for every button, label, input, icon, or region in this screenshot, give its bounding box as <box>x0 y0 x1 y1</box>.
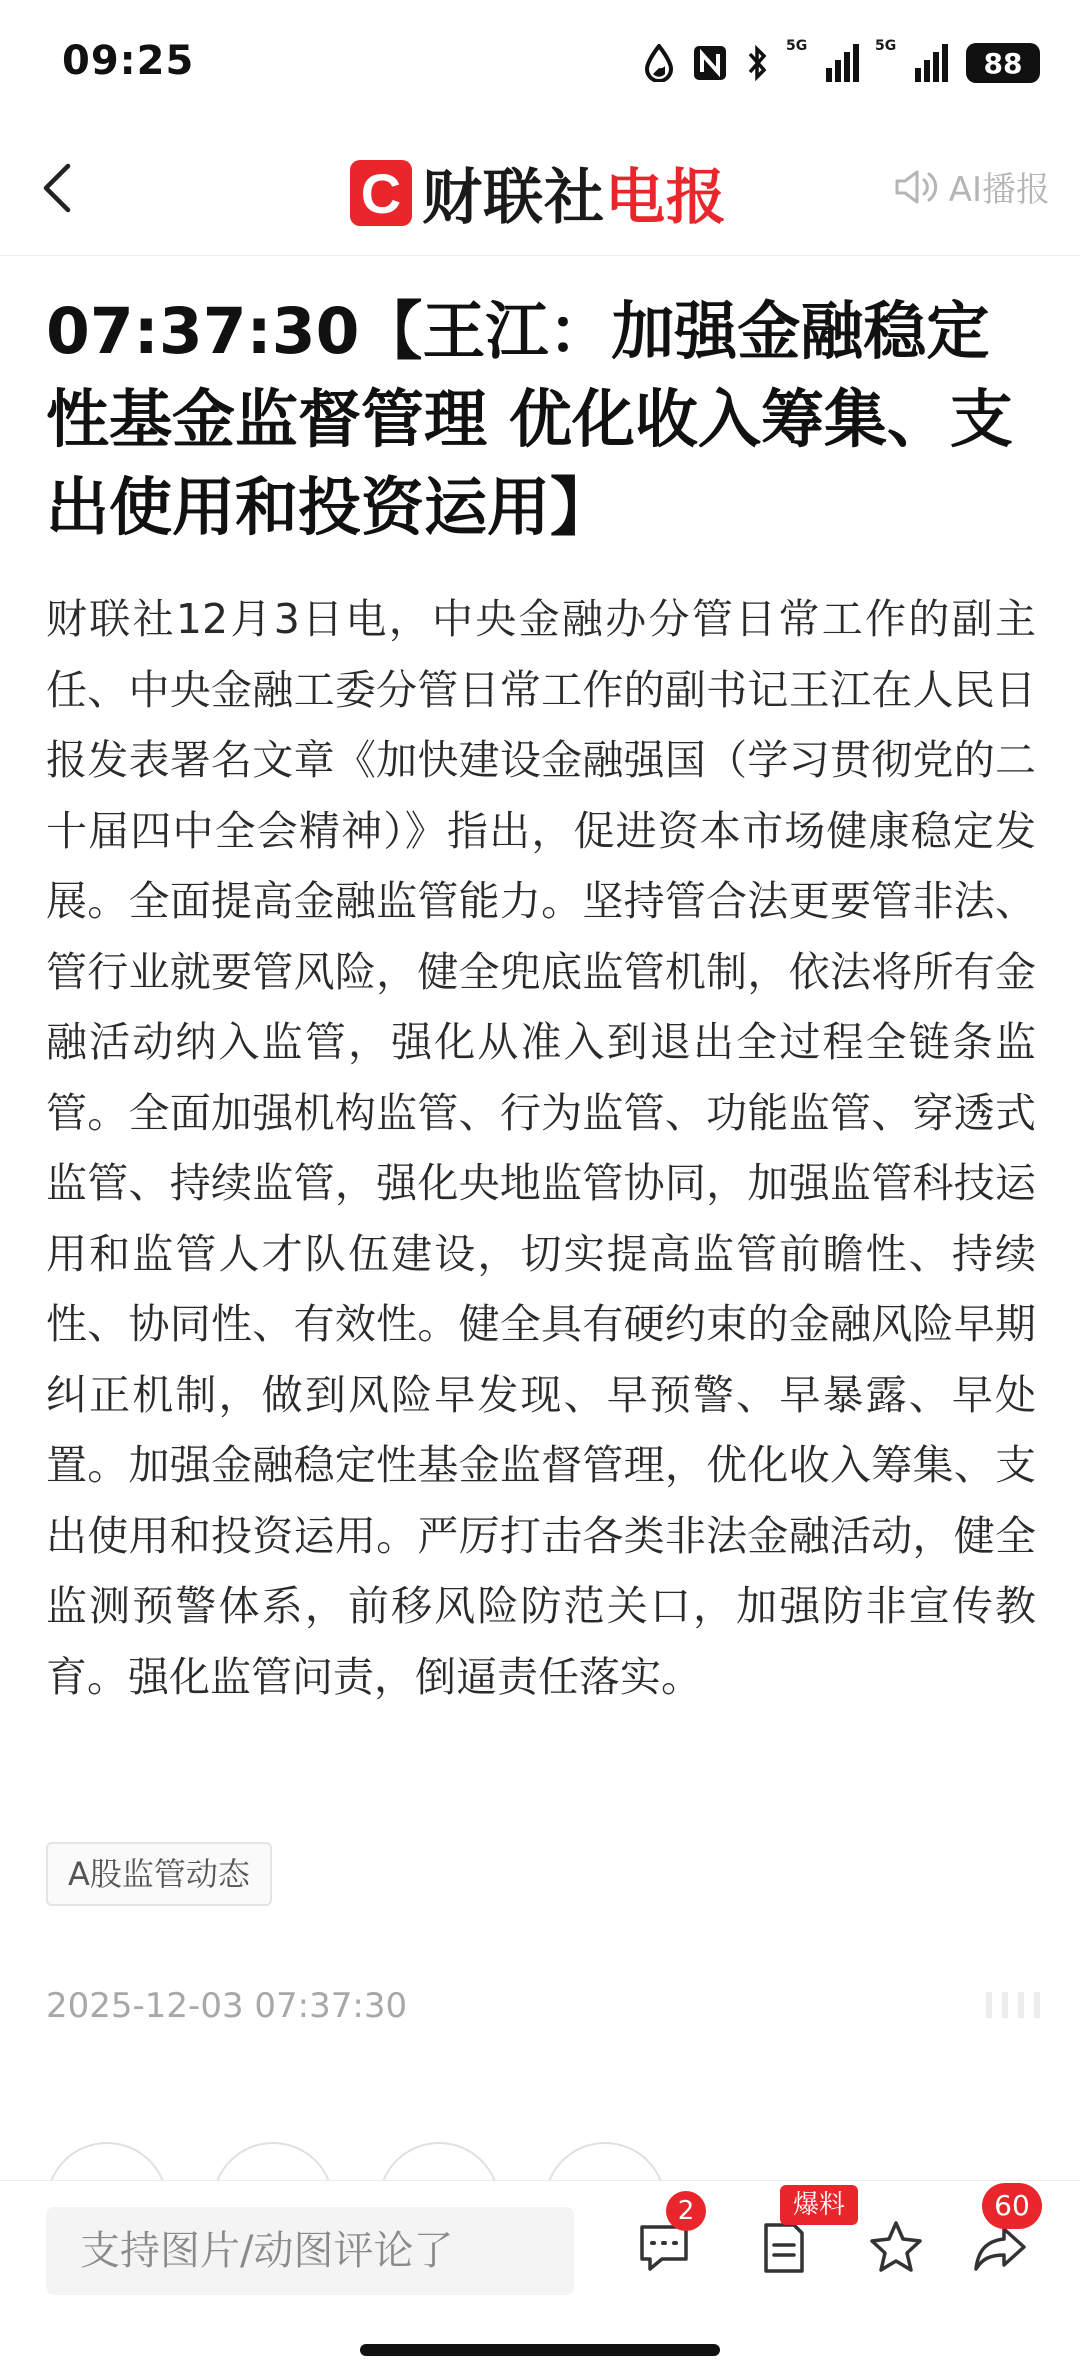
app-header <box>0 120 1080 256</box>
share-option[interactable] <box>46 2142 168 2182</box>
signal-icon <box>786 38 859 82</box>
network-label: 5G <box>875 38 897 54</box>
speaker-icon <box>893 167 939 207</box>
nfc-icon <box>692 44 728 82</box>
brand-mark: C <box>350 160 412 226</box>
brand-logo <box>350 150 727 236</box>
battery-icon: 88 <box>966 43 1040 83</box>
bluetooth-icon <box>746 44 770 82</box>
more-indicator <box>986 1992 1040 2018</box>
comment-button[interactable] <box>632 2196 696 2279</box>
share-option[interactable] <box>212 2142 334 2182</box>
comment-input[interactable]: 支持图片/动图评论了 <box>46 2207 574 2295</box>
comment-count-badge: 2 <box>666 2191 706 2231</box>
brand-name-part1: 财联社 <box>422 163 605 233</box>
brand-name-part2: 电报 <box>605 163 727 233</box>
back-button[interactable] <box>38 160 78 216</box>
status-time: 09:25 <box>62 38 195 84</box>
share-option[interactable] <box>544 2142 666 2182</box>
star-icon <box>864 2215 928 2279</box>
article-tag[interactable]: A股监管动态 <box>46 1842 272 1906</box>
drop-icon <box>644 44 674 82</box>
home-indicator[interactable] <box>360 2344 720 2356</box>
publish-time: 2025-12-03 07:37:30 <box>46 1986 408 2026</box>
report-badge: 爆料 <box>780 2185 858 2225</box>
article-title: 07:37:30【王江：加强金融稳定性基金监督管理 优化收入筹集、支出使用和投资运用】 <box>46 295 1013 544</box>
share-options <box>46 2142 1046 2182</box>
share-option[interactable] <box>378 2142 500 2182</box>
share-button[interactable] <box>968 2189 1032 2279</box>
network-label: 5G <box>786 38 808 54</box>
ai-broadcast-button[interactable] <box>893 162 1050 211</box>
status-icons <box>644 38 1040 88</box>
brand-name <box>422 150 727 236</box>
chevron-left-icon <box>38 160 78 216</box>
favorite-button[interactable] <box>864 2215 928 2279</box>
ai-broadcast-label: AI播报 <box>948 170 1050 210</box>
status-bar <box>0 0 1080 120</box>
report-button[interactable] <box>752 2190 845 2279</box>
share-count-badge: 60 <box>982 2183 1042 2229</box>
article-body: 财联社12月3日电，中央金融办分管日常工作的副主任、中央金融工委分管日常工作的副书记王江在人民日报发表署名文章《加快建设金融强国（学习贯彻党的二十届四中全会精神）》指出，促进资本市场健康稳定发展。全面提高金融监管能力。坚持管合法更要管非法、管行业就要管风险，健全兜底监管机制，依法将所有金融活动纳入监管，强化从准入到退出全过程全链条监管。全面加强机构监管、行为监管、功能监管、穿透式监管、持续监管，强化央地监管协同，加强监管科技运用和监管人才队伍建设，切实提高监管前瞻性、持续性、协同性、有效性。健全具有硬约束的金融风险早期纠正机制，做到风险早发现、早预警、早暴露、早处置。加强金融稳定性基金监督管理，优化收入筹集、支出使用和投资运用。严厉打击各类非法金融活动，健全监测预警体系，前移风险防范关口，加强防非宣传教育。强化监管问责，倒逼责任落实。 <box>46 595 1036 1701</box>
signal-icon <box>875 38 948 82</box>
